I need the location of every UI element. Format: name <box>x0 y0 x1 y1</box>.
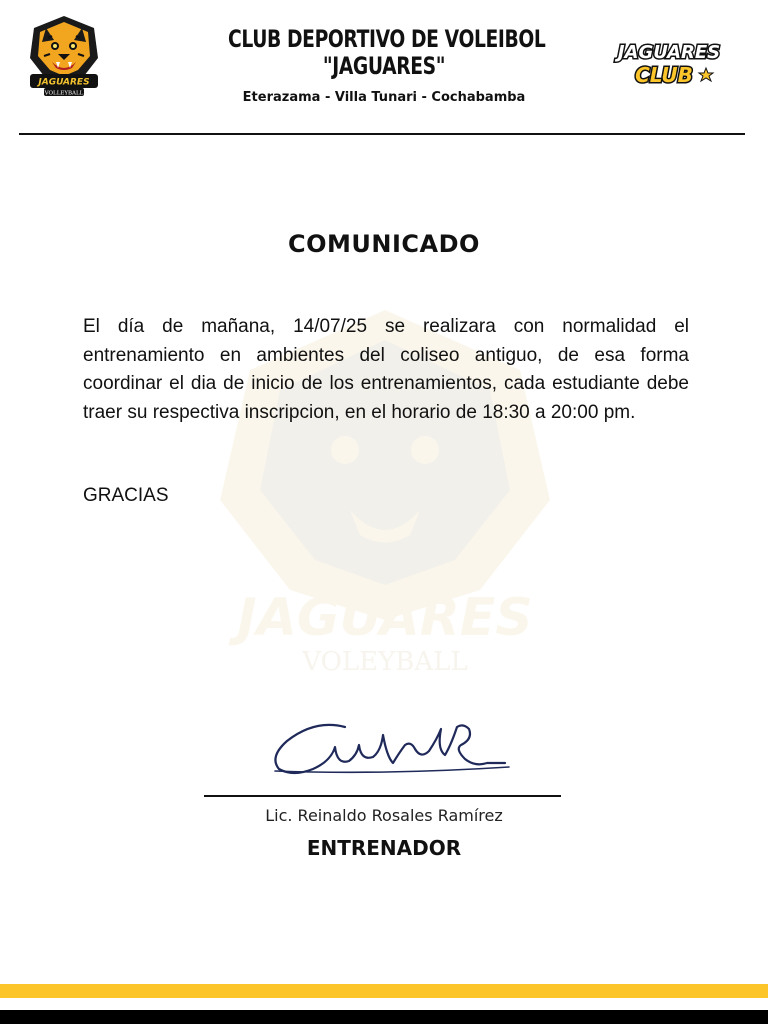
document-title: COMUNICADO <box>288 230 480 258</box>
footer-bar <box>0 1010 768 1024</box>
left-logo-text-top: JAGUARES <box>38 77 90 88</box>
signature-line <box>204 795 561 797</box>
right-logo-line2: CLUB <box>635 63 693 87</box>
document-body: El día de mañana, 14/07/25 se realizara con normalidad el entrenamiento en ambientes del coliseo antiguo, de esa forma coordinar el dia de inicio de los entrenamientos, cada estudiante debe traer su respectiva inscripcion, en el horario de 18:30 a 20:00 pm. <box>83 316 689 423</box>
jaguar-head-icon <box>24 14 104 96</box>
club-title: CLUB DEPORTIVO DE VOLEIBOL <box>228 25 546 53</box>
footer-accent-bar <box>0 984 768 998</box>
signer-name: Lic. Reinaldo Rosales Ramírez <box>265 806 503 825</box>
left-logo-text-bottom: VOLLEYBALL <box>44 90 84 96</box>
watermark-text-bottom: VOLEYBALL <box>302 647 468 677</box>
club-name: "JAGUARES" <box>322 52 446 80</box>
signer-role: ENTRENADOR <box>306 836 462 860</box>
right-logo-line1: JAGUARES <box>617 42 721 63</box>
header-divider <box>19 133 745 135</box>
star-icon <box>699 68 713 81</box>
handwritten-signature <box>265 705 515 785</box>
club-location: Eterazama - Villa Tunari - Cochabamba <box>242 90 526 105</box>
letterhead <box>0 0 768 135</box>
letterhead-title-block <box>184 26 584 105</box>
jaguares-club-logo <box>604 38 734 90</box>
document-closing: GRACIAS <box>83 485 169 506</box>
watermark-text-top: JAGUARES <box>237 588 533 648</box>
